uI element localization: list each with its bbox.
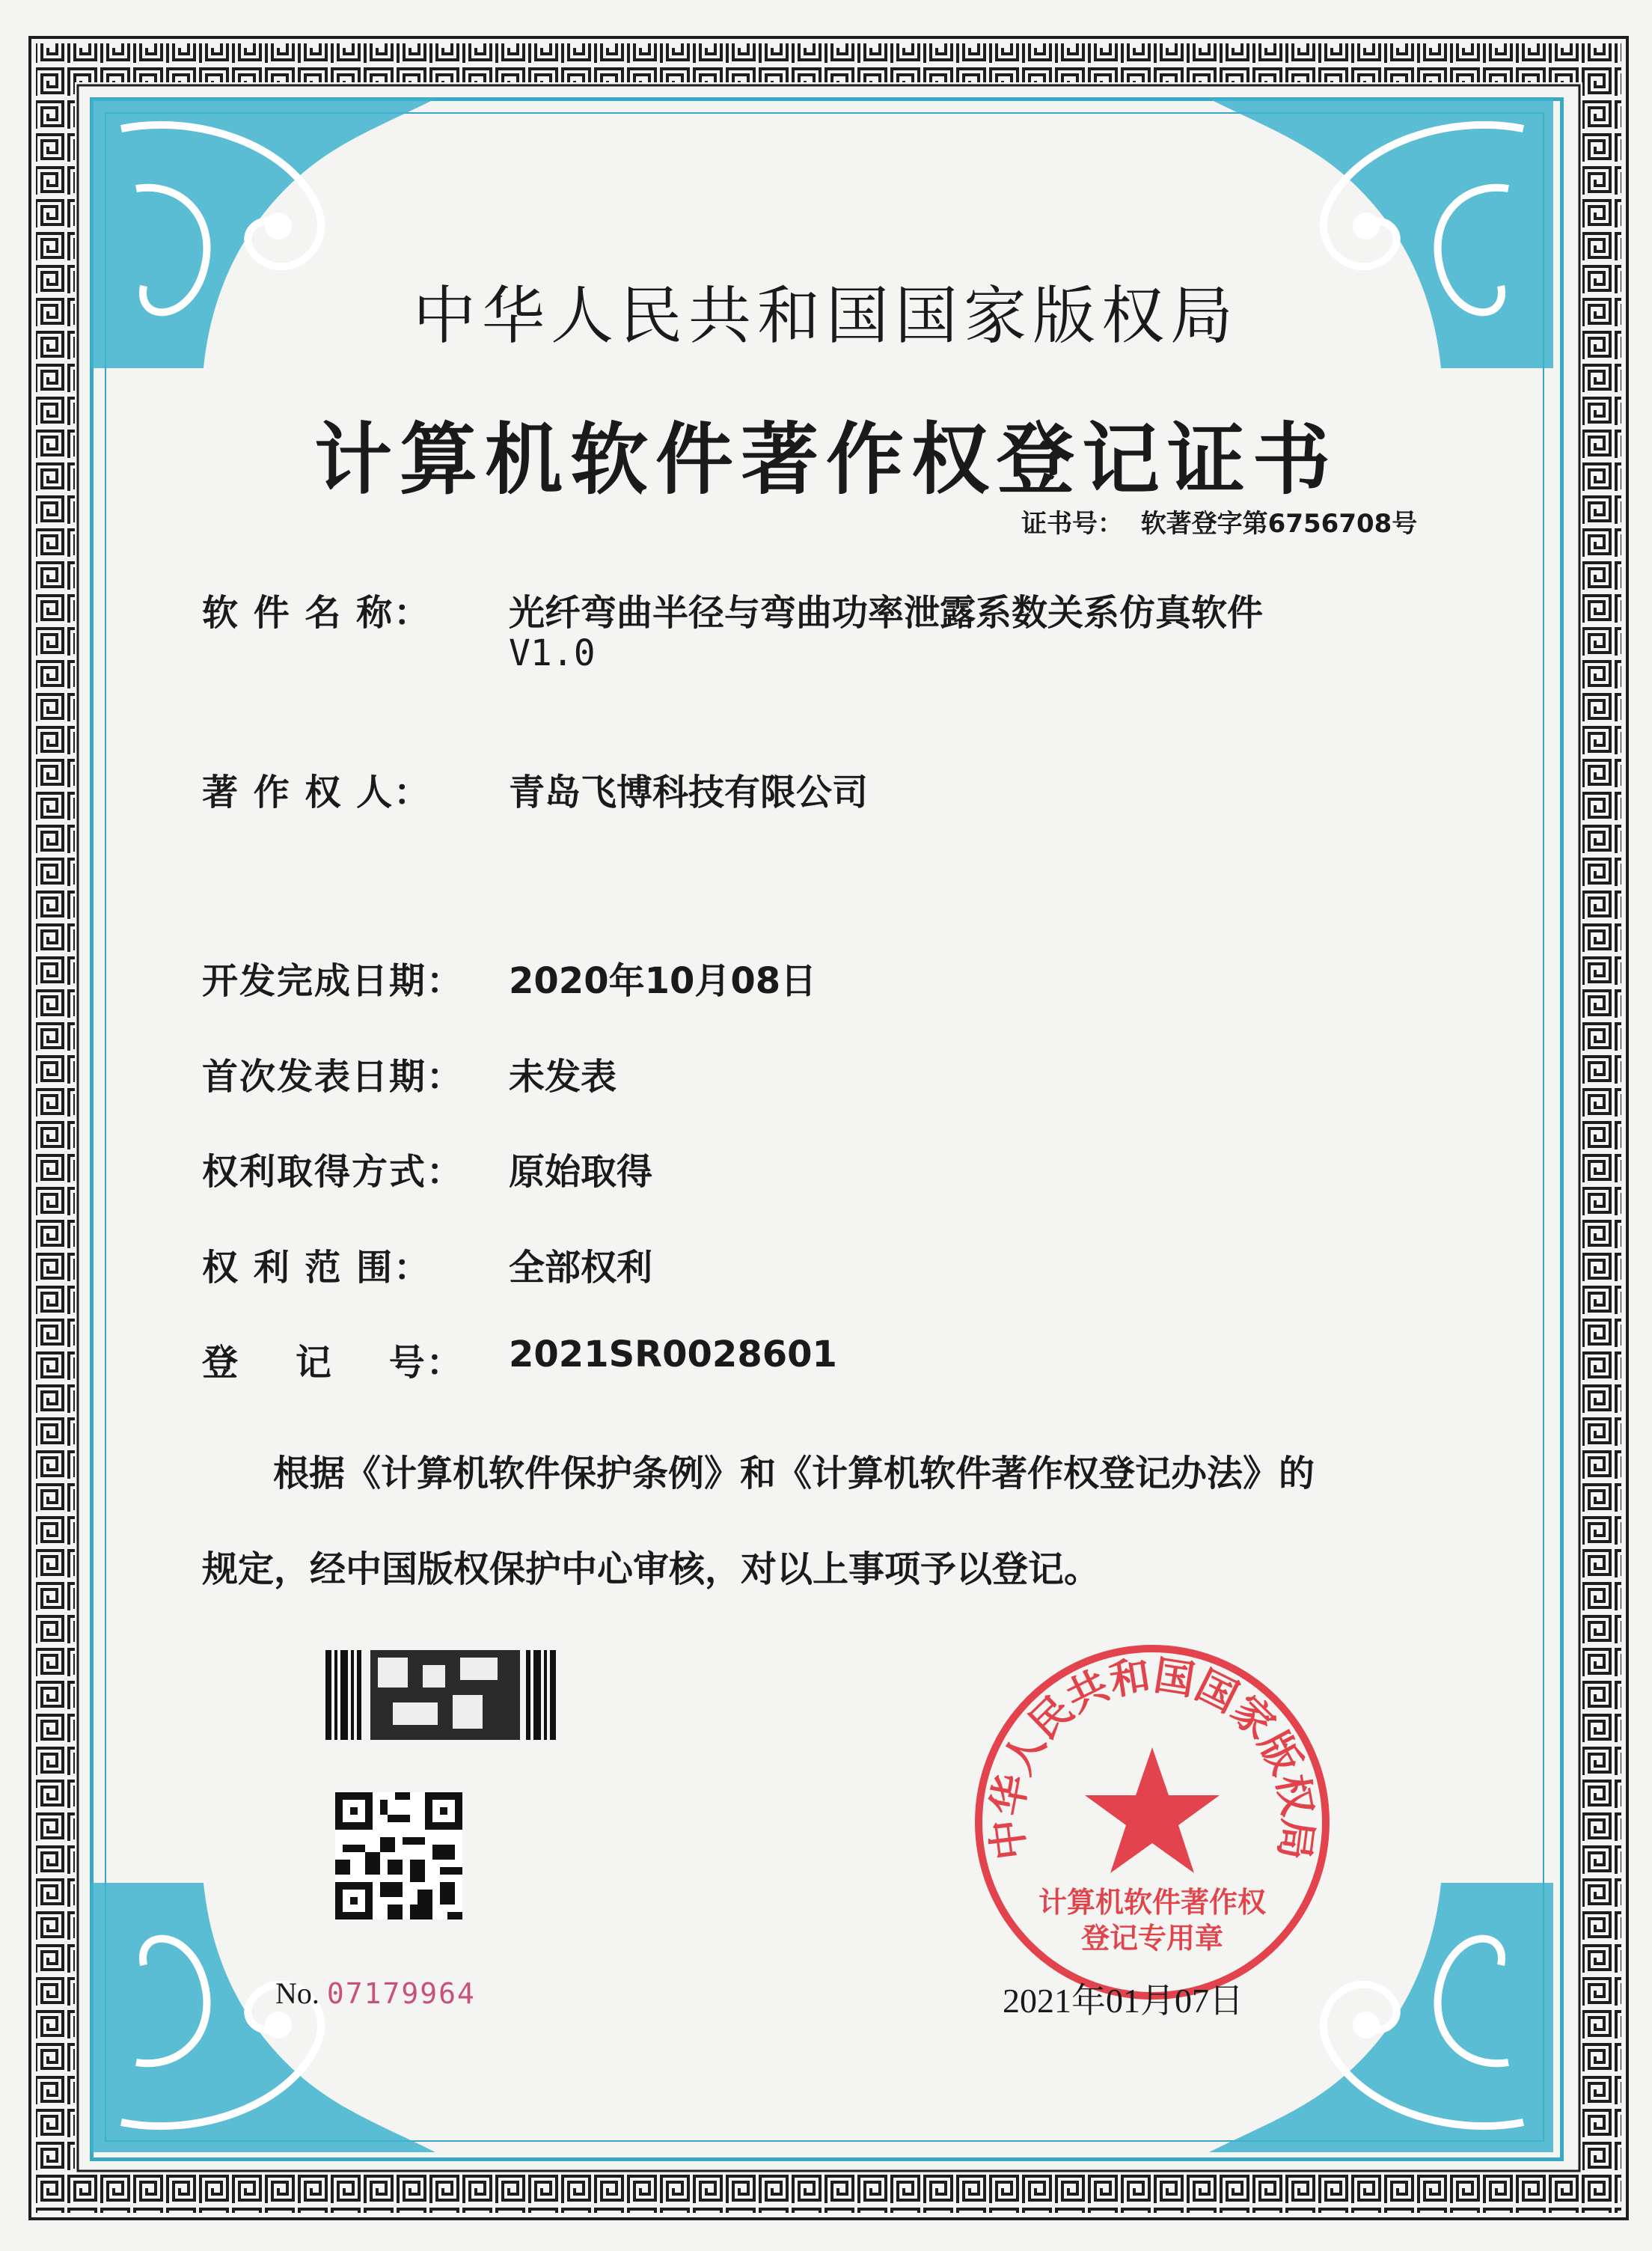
issuer-title: 中华人民共和国国家版权局 — [412, 279, 1239, 352]
acquisition-value: 原始取得 — [509, 1151, 653, 1193]
certificate-title: 计算机软件著作权登记证书 — [313, 414, 1338, 505]
completion-date-value: 2020年10月08日 — [509, 960, 817, 1002]
owner-label: 著 作 权 人： — [202, 772, 432, 813]
scope-label: 权 利 范 围： — [202, 1247, 432, 1289]
statement-line-1: 根据《计算机软件保护条例》和《计算机软件著作权登记办法》的 — [273, 1453, 1315, 1494]
publish-date-value: 未发表 — [509, 1056, 617, 1098]
cert-number-value: 软著登字第6756708号 — [1140, 509, 1418, 539]
software-name-value: 光纤弯曲半径与弯曲功率泄露系数关系仿真软件 — [509, 592, 1264, 634]
serial-number-label: No. — [275, 1976, 319, 2010]
seal-star-icon — [1085, 1747, 1220, 1873]
statement-line-2: 规定，经中国版权保护中心审核，对以上事项予以登记。 — [202, 1548, 1101, 1590]
reg-no-value: 2021SR0028601 — [509, 1334, 837, 1375]
seal-inner-line-1: 计算机软件著作权 — [1038, 1886, 1267, 1919]
scope-value: 全部权利 — [509, 1247, 653, 1289]
qr-code — [335, 1792, 462, 1919]
reg-no-label: 登 记 号： — [202, 1342, 464, 1384]
seal-ring-text: 中华人民共和国国家版权局 — [982, 1651, 1322, 1863]
acquisition-label: 权利取得方式： — [202, 1151, 465, 1193]
cert-number-label: 证书号： — [1021, 509, 1123, 539]
serial-number-value: 07179964 — [326, 1977, 476, 2010]
cert-number — [1021, 503, 1417, 540]
serial-number — [275, 1976, 476, 2011]
owner-value: 青岛飞博科技有限公司 — [509, 772, 869, 813]
software-name-label: 软 件 名 称： — [202, 592, 432, 634]
official-seal — [965, 1635, 1339, 2009]
corner-ornament-bottom-left — [91, 1883, 435, 2152]
barcode — [325, 1650, 557, 1740]
issue-date: 2021年01月07日 — [1003, 1982, 1243, 2020]
completion-date-label: 开发完成日期： — [202, 960, 465, 1002]
publish-date-label: 首次发表日期： — [202, 1056, 465, 1098]
seal-inner-line-2: 登记专用章 — [1080, 1922, 1224, 1955]
software-version-value: V1.0 — [509, 632, 596, 674]
